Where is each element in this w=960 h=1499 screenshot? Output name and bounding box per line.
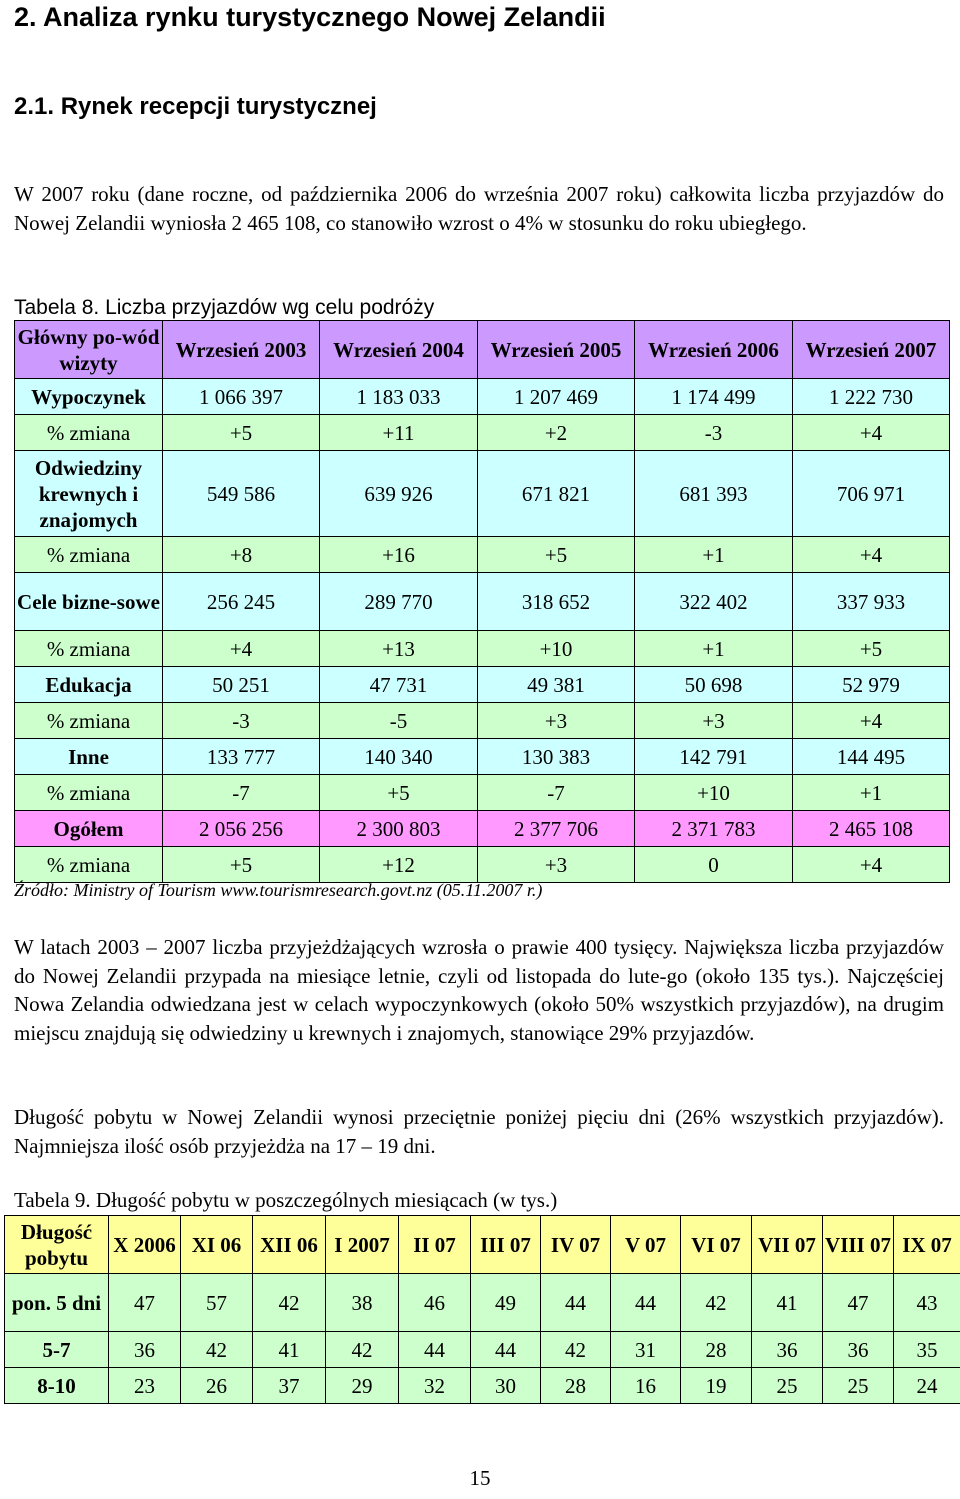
header-cell: V 07 bbox=[611, 1216, 681, 1274]
table-cell: 706 971 bbox=[793, 451, 950, 537]
table-cell: 44 bbox=[471, 1332, 541, 1368]
header-cell: VI 07 bbox=[681, 1216, 752, 1274]
table-cell: 32 bbox=[399, 1368, 471, 1404]
table-cell: 2 056 256 bbox=[163, 811, 320, 847]
row-label: Odwiedziny krewnych i znajomych bbox=[15, 451, 163, 537]
table-cell: -7 bbox=[478, 775, 635, 811]
table-row bbox=[5, 1274, 960, 1332]
table-cell: 49 bbox=[471, 1274, 541, 1332]
header-cell: VIII 07 bbox=[823, 1216, 894, 1274]
header-cell: IV 07 bbox=[541, 1216, 611, 1274]
table-cell: 337 933 bbox=[793, 573, 950, 631]
table9-header-row bbox=[5, 1216, 960, 1274]
row-label: Cele bizne-sowe bbox=[15, 573, 163, 631]
table-cell: 42 bbox=[541, 1332, 611, 1368]
table-cell: 1 066 397 bbox=[163, 379, 320, 415]
table-cell: 322 402 bbox=[635, 573, 793, 631]
header-cell: Główny po-wód wizyty bbox=[15, 321, 163, 379]
table-cell: +1 bbox=[635, 631, 793, 667]
row-label: 8-10 bbox=[5, 1368, 109, 1404]
table-cell: 49 381 bbox=[478, 667, 635, 703]
row-label: % zmiana bbox=[15, 631, 163, 667]
table-row bbox=[15, 537, 950, 573]
row-label: Wypoczynek bbox=[15, 379, 163, 415]
table-cell: 681 393 bbox=[635, 451, 793, 537]
table-row bbox=[15, 415, 950, 451]
header-cell: XII 06 bbox=[253, 1216, 326, 1274]
table-cell: 133 777 bbox=[163, 739, 320, 775]
table-row bbox=[5, 1368, 960, 1404]
table-cell: +5 bbox=[163, 415, 320, 451]
table-cell: 1 222 730 bbox=[793, 379, 950, 415]
table-cell: +4 bbox=[793, 537, 950, 573]
table-cell: 2 465 108 bbox=[793, 811, 950, 847]
row-label: Inne bbox=[15, 739, 163, 775]
table-cell: 25 bbox=[752, 1368, 823, 1404]
table-cell: 42 bbox=[681, 1274, 752, 1332]
table-cell: 289 770 bbox=[320, 573, 478, 631]
table-cell: 28 bbox=[681, 1332, 752, 1368]
table-cell: 42 bbox=[181, 1332, 253, 1368]
table-cell: 44 bbox=[541, 1274, 611, 1332]
total-row bbox=[15, 811, 950, 847]
table-cell: 50 251 bbox=[163, 667, 320, 703]
table-cell: 44 bbox=[399, 1332, 471, 1368]
table-cell: 42 bbox=[326, 1332, 399, 1368]
row-label: Ogółem bbox=[15, 811, 163, 847]
table-cell: +12 bbox=[320, 847, 478, 883]
table-cell: 130 383 bbox=[478, 739, 635, 775]
row-label: % zmiana bbox=[15, 775, 163, 811]
table-cell: 142 791 bbox=[635, 739, 793, 775]
body-paragraph: Długość pobytu w Nowej Zelandii wynosi przeciętnie poniżej pięciu dni (26% wszystkich przyjazdów). Najmniejsza ilość osób przyjeżdża na 17 – 19 dni. bbox=[14, 1105, 944, 1158]
table-cell: +5 bbox=[320, 775, 478, 811]
intro-paragraph: W 2007 roku (dane roczne, od października 2006 do września 2007 roku) całkowita liczba przyjazdów do Nowej Zelandii wyniosła 2 465 108, co stanowiło wzrost o 4% w stosunku do roku ubiegłego. bbox=[14, 182, 944, 235]
table-cell: 52 979 bbox=[793, 667, 950, 703]
table-cell: 549 586 bbox=[163, 451, 320, 537]
table-row bbox=[15, 847, 950, 883]
table-cell: 144 495 bbox=[793, 739, 950, 775]
table-cell: 24 bbox=[894, 1368, 960, 1404]
table-cell: +3 bbox=[478, 847, 635, 883]
header-cell: I 2007 bbox=[326, 1216, 399, 1274]
table-cell: 36 bbox=[823, 1332, 894, 1368]
header-cell: IX 07 bbox=[894, 1216, 960, 1274]
table-cell: 318 652 bbox=[478, 573, 635, 631]
row-label: % zmiana bbox=[15, 703, 163, 739]
header-cell: Wrzesień 2003 bbox=[163, 321, 320, 379]
table-cell: 1 207 469 bbox=[478, 379, 635, 415]
row-label: % zmiana bbox=[15, 415, 163, 451]
table-cell: 36 bbox=[752, 1332, 823, 1368]
table-cell: 0 bbox=[635, 847, 793, 883]
section-heading: 2. Analiza rynku turystycznego Nowej Zelandii bbox=[14, 2, 606, 32]
table-cell: 47 bbox=[109, 1274, 181, 1332]
table-cell: 26 bbox=[181, 1368, 253, 1404]
table9-caption: Tabela 9. Długość pobytu w poszczególnych miesiącach (w tys.) bbox=[14, 1188, 558, 1212]
row-label: 5-7 bbox=[5, 1332, 109, 1368]
table-cell: -3 bbox=[163, 703, 320, 739]
table-cell: 1 183 033 bbox=[320, 379, 478, 415]
table-cell: +4 bbox=[163, 631, 320, 667]
table-cell: 31 bbox=[611, 1332, 681, 1368]
row-label: % zmiana bbox=[15, 847, 163, 883]
table-cell: 41 bbox=[253, 1332, 326, 1368]
table-cell: 639 926 bbox=[320, 451, 478, 537]
header-cell: Wrzesień 2006 bbox=[635, 321, 793, 379]
row-label: % zmiana bbox=[15, 537, 163, 573]
table-row bbox=[15, 667, 950, 703]
table-cell: 1 174 499 bbox=[635, 379, 793, 415]
table-cell: +4 bbox=[793, 703, 950, 739]
table-row bbox=[15, 573, 950, 631]
arrivals-by-purpose-table bbox=[14, 320, 950, 883]
table-cell: +4 bbox=[793, 847, 950, 883]
table-row bbox=[5, 1332, 960, 1368]
header-cell: Wrzesień 2007 bbox=[793, 321, 950, 379]
table-cell: 16 bbox=[611, 1368, 681, 1404]
table-cell: +8 bbox=[163, 537, 320, 573]
table-cell: +3 bbox=[478, 703, 635, 739]
table-cell: 50 698 bbox=[635, 667, 793, 703]
page-number: 15 bbox=[469, 1466, 491, 1490]
table-cell: 19 bbox=[681, 1368, 752, 1404]
table-cell: +2 bbox=[478, 415, 635, 451]
table-cell: 36 bbox=[109, 1332, 181, 1368]
table-cell: +5 bbox=[478, 537, 635, 573]
table-cell: 38 bbox=[326, 1274, 399, 1332]
table-cell: -3 bbox=[635, 415, 793, 451]
table-cell: 35 bbox=[894, 1332, 960, 1368]
header-cell: III 07 bbox=[471, 1216, 541, 1274]
header-cell: Długość pobytu bbox=[5, 1216, 109, 1274]
table-row bbox=[15, 739, 950, 775]
subsection-heading: 2.1. Rynek recepcji turystycznej bbox=[14, 93, 377, 120]
table8-header-row bbox=[15, 321, 950, 379]
table-cell: +11 bbox=[320, 415, 478, 451]
header-cell: Wrzesień 2005 bbox=[478, 321, 635, 379]
table8-caption: Tabela 8. Liczba przyjazdów wg celu podróży bbox=[14, 296, 435, 319]
table-cell: 2 377 706 bbox=[478, 811, 635, 847]
table-row bbox=[15, 451, 950, 537]
table-cell: -7 bbox=[163, 775, 320, 811]
table-cell: -5 bbox=[320, 703, 478, 739]
table8-source: Źródło: Ministry of Tourism www.tourismresearch.govt.nz (05.11.2007 r.) bbox=[14, 880, 543, 900]
stay-length-table bbox=[4, 1215, 960, 1404]
table-cell: 57 bbox=[181, 1274, 253, 1332]
table-cell: 2 300 803 bbox=[320, 811, 478, 847]
table-cell: 46 bbox=[399, 1274, 471, 1332]
table-cell: 256 245 bbox=[163, 573, 320, 631]
table-cell: 42 bbox=[253, 1274, 326, 1332]
table-cell: 29 bbox=[326, 1368, 399, 1404]
header-cell: VII 07 bbox=[752, 1216, 823, 1274]
table-cell: +5 bbox=[163, 847, 320, 883]
table-cell: 30 bbox=[471, 1368, 541, 1404]
table-cell: 671 821 bbox=[478, 451, 635, 537]
header-cell: Wrzesień 2004 bbox=[320, 321, 478, 379]
table-row bbox=[15, 703, 950, 739]
table-cell: +10 bbox=[478, 631, 635, 667]
table-cell: +1 bbox=[793, 775, 950, 811]
header-cell: X 2006 bbox=[109, 1216, 181, 1274]
table-row bbox=[15, 775, 950, 811]
table-cell: 44 bbox=[611, 1274, 681, 1332]
table-cell: 43 bbox=[894, 1274, 960, 1332]
header-cell: XI 06 bbox=[181, 1216, 253, 1274]
row-label: pon. 5 dni bbox=[5, 1274, 109, 1332]
table-row bbox=[15, 379, 950, 415]
header-cell: II 07 bbox=[399, 1216, 471, 1274]
table-cell: 37 bbox=[253, 1368, 326, 1404]
table-row bbox=[15, 631, 950, 667]
table-cell: +10 bbox=[635, 775, 793, 811]
table-cell: +3 bbox=[635, 703, 793, 739]
table-cell: 23 bbox=[109, 1368, 181, 1404]
table-cell: 47 bbox=[823, 1274, 894, 1332]
table-cell: 41 bbox=[752, 1274, 823, 1332]
table-cell: 25 bbox=[823, 1368, 894, 1404]
table-cell: +5 bbox=[793, 631, 950, 667]
table-cell: +4 bbox=[793, 415, 950, 451]
table-cell: 47 731 bbox=[320, 667, 478, 703]
table-cell: 2 371 783 bbox=[635, 811, 793, 847]
table-cell: +16 bbox=[320, 537, 478, 573]
body-paragraph: W latach 2003 – 2007 liczba przyjeżdżających wzrosła o prawie 400 tysięcy. Największa liczba przyjazdów do Nowej Zelandii przypada na miesiące letnie, czyli od listopada do lute-go (około 135 tys.). Najczęściej Nowa Zelandia odwiedzana jest w celach wypoczynkowych (około 50% wszystkich przyjazdów), na drugim miejscu znajdują się odwiedziny u krewnych i znajomych, stanowiące 29% przyjazdów. bbox=[14, 935, 944, 1045]
row-label: Edukacja bbox=[15, 667, 163, 703]
table-cell: 28 bbox=[541, 1368, 611, 1404]
table-cell: 140 340 bbox=[320, 739, 478, 775]
table-cell: +1 bbox=[635, 537, 793, 573]
table-cell: +13 bbox=[320, 631, 478, 667]
